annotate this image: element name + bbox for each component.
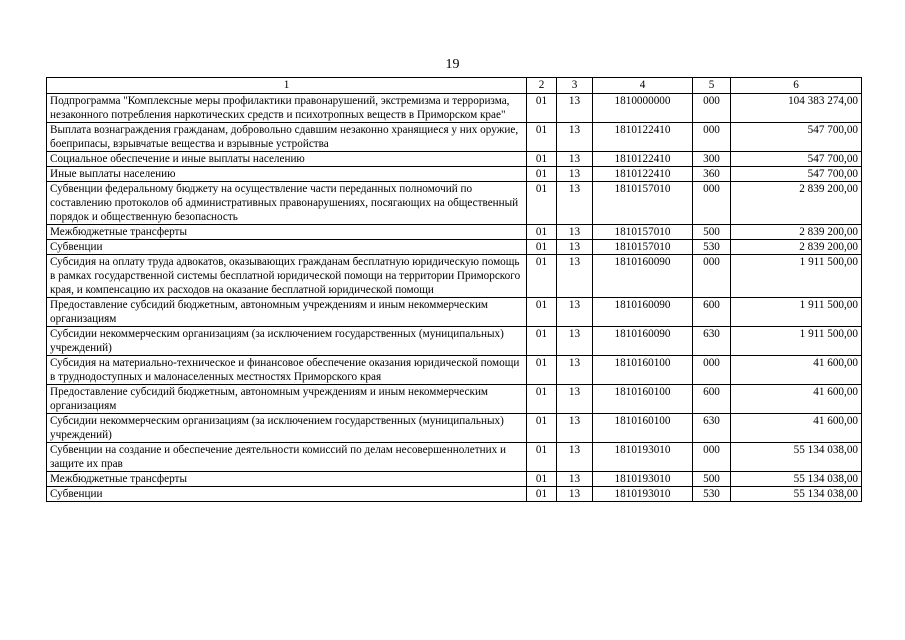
table-row [47,385,862,414]
section-code-cell: 01 [527,443,557,472]
section-code-cell: 01 [527,487,557,502]
item-name-cell: Субвенции [47,240,527,255]
expense-type-code-cell: 000 [693,356,731,385]
expense-type-code-cell: 600 [693,385,731,414]
target-article-code-cell: 1810122410 [593,123,693,152]
amount-cell: 55 134 038,00 [731,443,862,472]
target-article-code-cell: 1810122410 [593,152,693,167]
expense-type-code-cell: 530 [693,487,731,502]
target-article-code-cell: 1810160090 [593,327,693,356]
amount-cell: 55 134 038,00 [731,472,862,487]
column-header-1: 1 [47,78,527,94]
subsection-code-cell: 13 [557,356,593,385]
table-row [47,327,862,356]
section-code-cell: 01 [527,327,557,356]
amount-cell: 547 700,00 [731,123,862,152]
expense-type-code-cell: 000 [693,94,731,123]
table-row [47,443,862,472]
section-code-cell: 01 [527,240,557,255]
expense-type-code-cell: 630 [693,414,731,443]
target-article-code-cell: 1810193010 [593,487,693,502]
target-article-code-cell: 1810157010 [593,240,693,255]
expense-type-code-cell: 000 [693,443,731,472]
subsection-code-cell: 13 [557,167,593,182]
subsection-code-cell: 13 [557,182,593,225]
target-article-code-cell: 1810193010 [593,472,693,487]
expense-type-code-cell: 300 [693,152,731,167]
expense-type-code-cell: 530 [693,240,731,255]
subsection-code-cell: 13 [557,94,593,123]
item-name-cell: Подпрограмма "Комплексные меры профилактики правонарушений, экстремизма и терроризма, незаконного потребления наркотических средств и психотропных веществ в Приморском крае" [47,94,527,123]
table-body [47,94,862,502]
section-code-cell: 01 [527,356,557,385]
subsection-code-cell: 13 [557,487,593,502]
item-name-cell: Иные выплаты населению [47,167,527,182]
table-row [47,94,862,123]
table-row [47,167,862,182]
expense-type-code-cell: 600 [693,298,731,327]
expense-type-code-cell: 000 [693,123,731,152]
amount-cell: 41 600,00 [731,385,862,414]
subsection-code-cell: 13 [557,152,593,167]
section-code-cell: 01 [527,414,557,443]
item-name-cell: Субвенции [47,487,527,502]
target-article-code-cell: 1810157010 [593,225,693,240]
table-row [47,255,862,298]
target-article-code-cell: 1810160100 [593,356,693,385]
table-row [47,356,862,385]
item-name-cell: Субсидия на оплату труда адвокатов, оказывающих гражданам бесплатную юридическую помощь в рамках государственной системы бесплатной юридической помощи на территории Приморского края, и компенсацию их расходов на оказание бесплатной юридической помощи [47,255,527,298]
subsection-code-cell: 13 [557,255,593,298]
target-article-code-cell: 1810000000 [593,94,693,123]
expense-type-code-cell: 360 [693,167,731,182]
amount-cell: 547 700,00 [731,167,862,182]
item-name-cell: Выплата вознаграждения гражданам, добровольно сдавшим незаконно хранящиеся у них оружие, боеприпасы, взрывчатые вещества и взрывные устройства [47,123,527,152]
amount-cell: 2 839 200,00 [731,182,862,225]
subsection-code-cell: 13 [557,123,593,152]
section-code-cell: 01 [527,94,557,123]
section-code-cell: 01 [527,255,557,298]
target-article-code-cell: 1810193010 [593,443,693,472]
amount-cell: 1 911 500,00 [731,327,862,356]
subsection-code-cell: 13 [557,472,593,487]
subsection-code-cell: 13 [557,240,593,255]
section-code-cell: 01 [527,225,557,240]
column-header-3: 3 [557,78,593,94]
table-row [47,123,862,152]
section-code-cell: 01 [527,167,557,182]
amount-cell: 1 911 500,00 [731,298,862,327]
section-code-cell: 01 [527,385,557,414]
amount-cell: 41 600,00 [731,414,862,443]
column-header-5: 5 [693,78,731,94]
amount-cell: 1 911 500,00 [731,255,862,298]
item-name-cell: Социальное обеспечение и иные выплаты населению [47,152,527,167]
item-name-cell: Субвенции на создание и обеспечение деятельности комиссий по делам несовершеннолетних и защите их прав [47,443,527,472]
item-name-cell: Субсидии некоммерческим организациям (за исключением государственных (муниципальных) учреждений) [47,327,527,356]
amount-cell: 104 383 274,00 [731,94,862,123]
expense-type-code-cell: 630 [693,327,731,356]
table-row [47,298,862,327]
target-article-code-cell: 1810160090 [593,255,693,298]
column-header-4: 4 [593,78,693,94]
item-name-cell: Межбюджетные трансферты [47,472,527,487]
section-code-cell: 01 [527,182,557,225]
target-article-code-cell: 1810157010 [593,182,693,225]
expense-type-code-cell: 000 [693,182,731,225]
table-row [47,414,862,443]
subsection-code-cell: 13 [557,298,593,327]
item-name-cell: Субсидии некоммерческим организациям (за исключением государственных (муниципальных) учреждений) [47,414,527,443]
amount-cell: 2 839 200,00 [731,240,862,255]
subsection-code-cell: 13 [557,385,593,414]
target-article-code-cell: 1810160090 [593,298,693,327]
subsection-code-cell: 13 [557,225,593,240]
column-header-6: 6 [731,78,862,94]
table-row [47,225,862,240]
section-code-cell: 01 [527,298,557,327]
item-name-cell: Межбюджетные трансферты [47,225,527,240]
item-name-cell: Предоставление субсидий бюджетным, автономным учреждениям и иным некоммерческим организациям [47,298,527,327]
target-article-code-cell: 1810160100 [593,414,693,443]
target-article-code-cell: 1810160100 [593,385,693,414]
item-name-cell: Предоставление субсидий бюджетным, автономным учреждениям и иным некоммерческим организациям [47,385,527,414]
header-row [47,78,862,94]
expense-type-code-cell: 500 [693,472,731,487]
expense-type-code-cell: 500 [693,225,731,240]
subsection-code-cell: 13 [557,414,593,443]
table-row [47,472,862,487]
target-article-code-cell: 1810122410 [593,167,693,182]
expense-type-code-cell: 000 [693,255,731,298]
page-number: 19 [445,57,460,72]
table-row [47,152,862,167]
section-code-cell: 01 [527,472,557,487]
amount-cell: 55 134 038,00 [731,487,862,502]
amount-cell: 41 600,00 [731,356,862,385]
section-code-cell: 01 [527,152,557,167]
amount-cell: 2 839 200,00 [731,225,862,240]
amount-cell: 547 700,00 [731,152,862,167]
item-name-cell: Субсидия на материально-техническое и финансовое обеспечение оказания юридической помощи в труднодоступных и малонаселенных местностях Приморского края [47,356,527,385]
column-header-2: 2 [527,78,557,94]
table-row [47,182,862,225]
section-code-cell: 01 [527,123,557,152]
item-name-cell: Субвенции федеральному бюджету на осуществление части переданных полномочий по составлению протоколов об административных правонарушениях, посягающих на общественный порядок и общественную безопасность [47,182,527,225]
subsection-code-cell: 13 [557,327,593,356]
budget-table [46,77,862,502]
subsection-code-cell: 13 [557,443,593,472]
table-row [47,240,862,255]
table-row [47,487,862,502]
